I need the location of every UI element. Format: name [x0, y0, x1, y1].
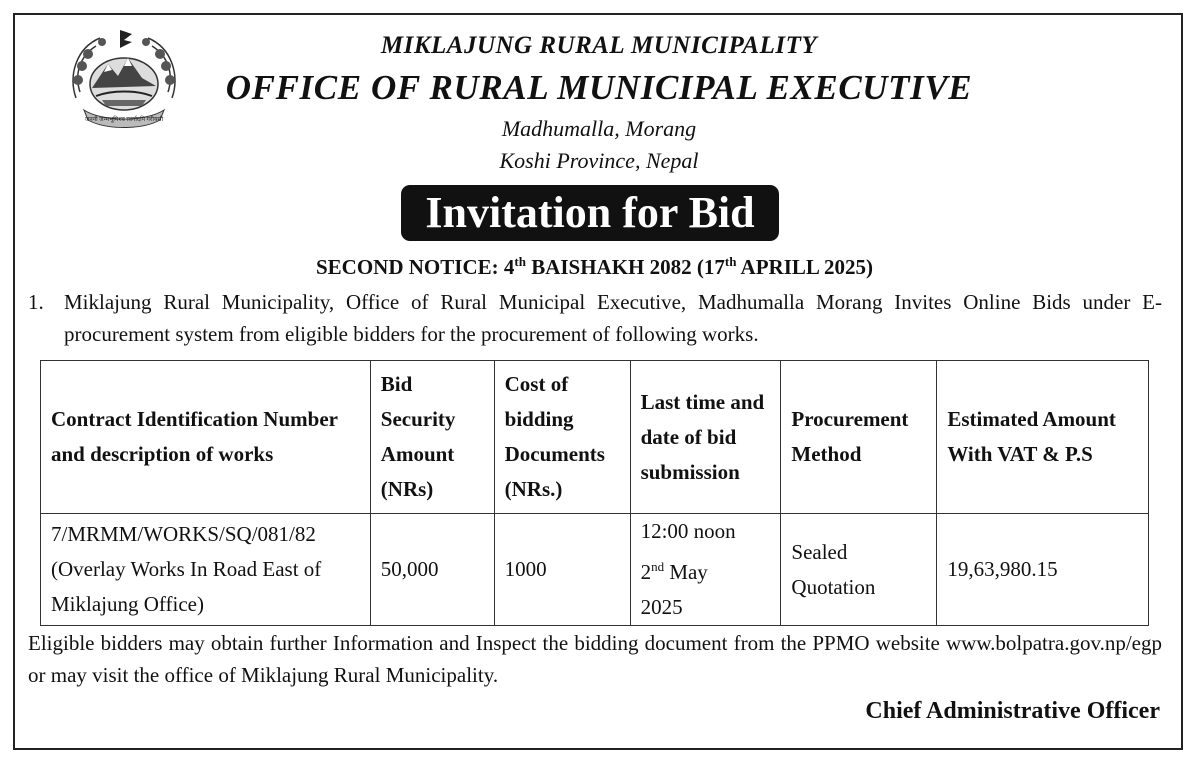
cell-doc-cost: 1000	[494, 514, 630, 626]
intro-paragraph	[28, 286, 1162, 350]
header-method: Procurement Method	[781, 361, 937, 514]
cell-estimate: 19,63,980.15	[937, 514, 1149, 626]
header-deadline: Last time and date of bid submission	[630, 361, 781, 514]
table-header-row	[41, 361, 1149, 514]
emblem-motto: जननी जन्मभूमिश्च स्वर्गादपि गरीयसी	[84, 117, 164, 123]
address-line-1: Madhumalla, Morang	[501, 116, 697, 141]
address-line-2: Koshi Province, Nepal	[499, 148, 699, 173]
cell-contract: 7/MRMM/WORKS/SQ/081/82 (Overlay Works In Road East of Miklajung Office)	[41, 514, 371, 626]
signature-title: Chief Administrative Officer	[865, 698, 1160, 724]
bid-table	[40, 360, 1149, 626]
office-name: OFFICE OF RURAL MUNICIPAL EXECUTIVE	[225, 68, 973, 107]
footer-paragraph: Eligible bidders may obtain further Information and Inspect the bidding document from the PPMO website www.bolpatra.gov.np/egp or may visit the office of Miklajung Rural Municipality.	[28, 631, 1162, 687]
intro-number: 1.	[28, 290, 44, 314]
second-notice-date: SECOND NOTICE: 4th BAISHAKH 2082 (17th APRILL 2025)	[316, 254, 873, 279]
cell-deadline: 12:00 noon 2nd May 2025	[630, 514, 781, 626]
municipality-name: MIKLAJUNG RURAL MUNICIPALITY	[380, 32, 818, 59]
table-row	[41, 514, 1149, 626]
header-contract: Contract Identification Number and description of works	[41, 361, 371, 514]
cell-method: Sealed Quotation	[781, 514, 937, 626]
page-title: Invitation for Bid	[401, 185, 779, 241]
header-bid-security: Bid Security Amount (NRs)	[370, 361, 494, 514]
header-doc-cost: Cost of bidding Documents (NRs.)	[494, 361, 630, 514]
cell-bid-security: 50,000	[370, 514, 494, 626]
header-estimate: Estimated Amount With VAT & P.S	[937, 361, 1149, 514]
intro-text: Miklajung Rural Municipality, Office of Rural Municipal Executive, Madhumalla Morang Invites Online Bids under E-procurement system from eligible bidders for the procurement of following works.	[64, 290, 1162, 346]
